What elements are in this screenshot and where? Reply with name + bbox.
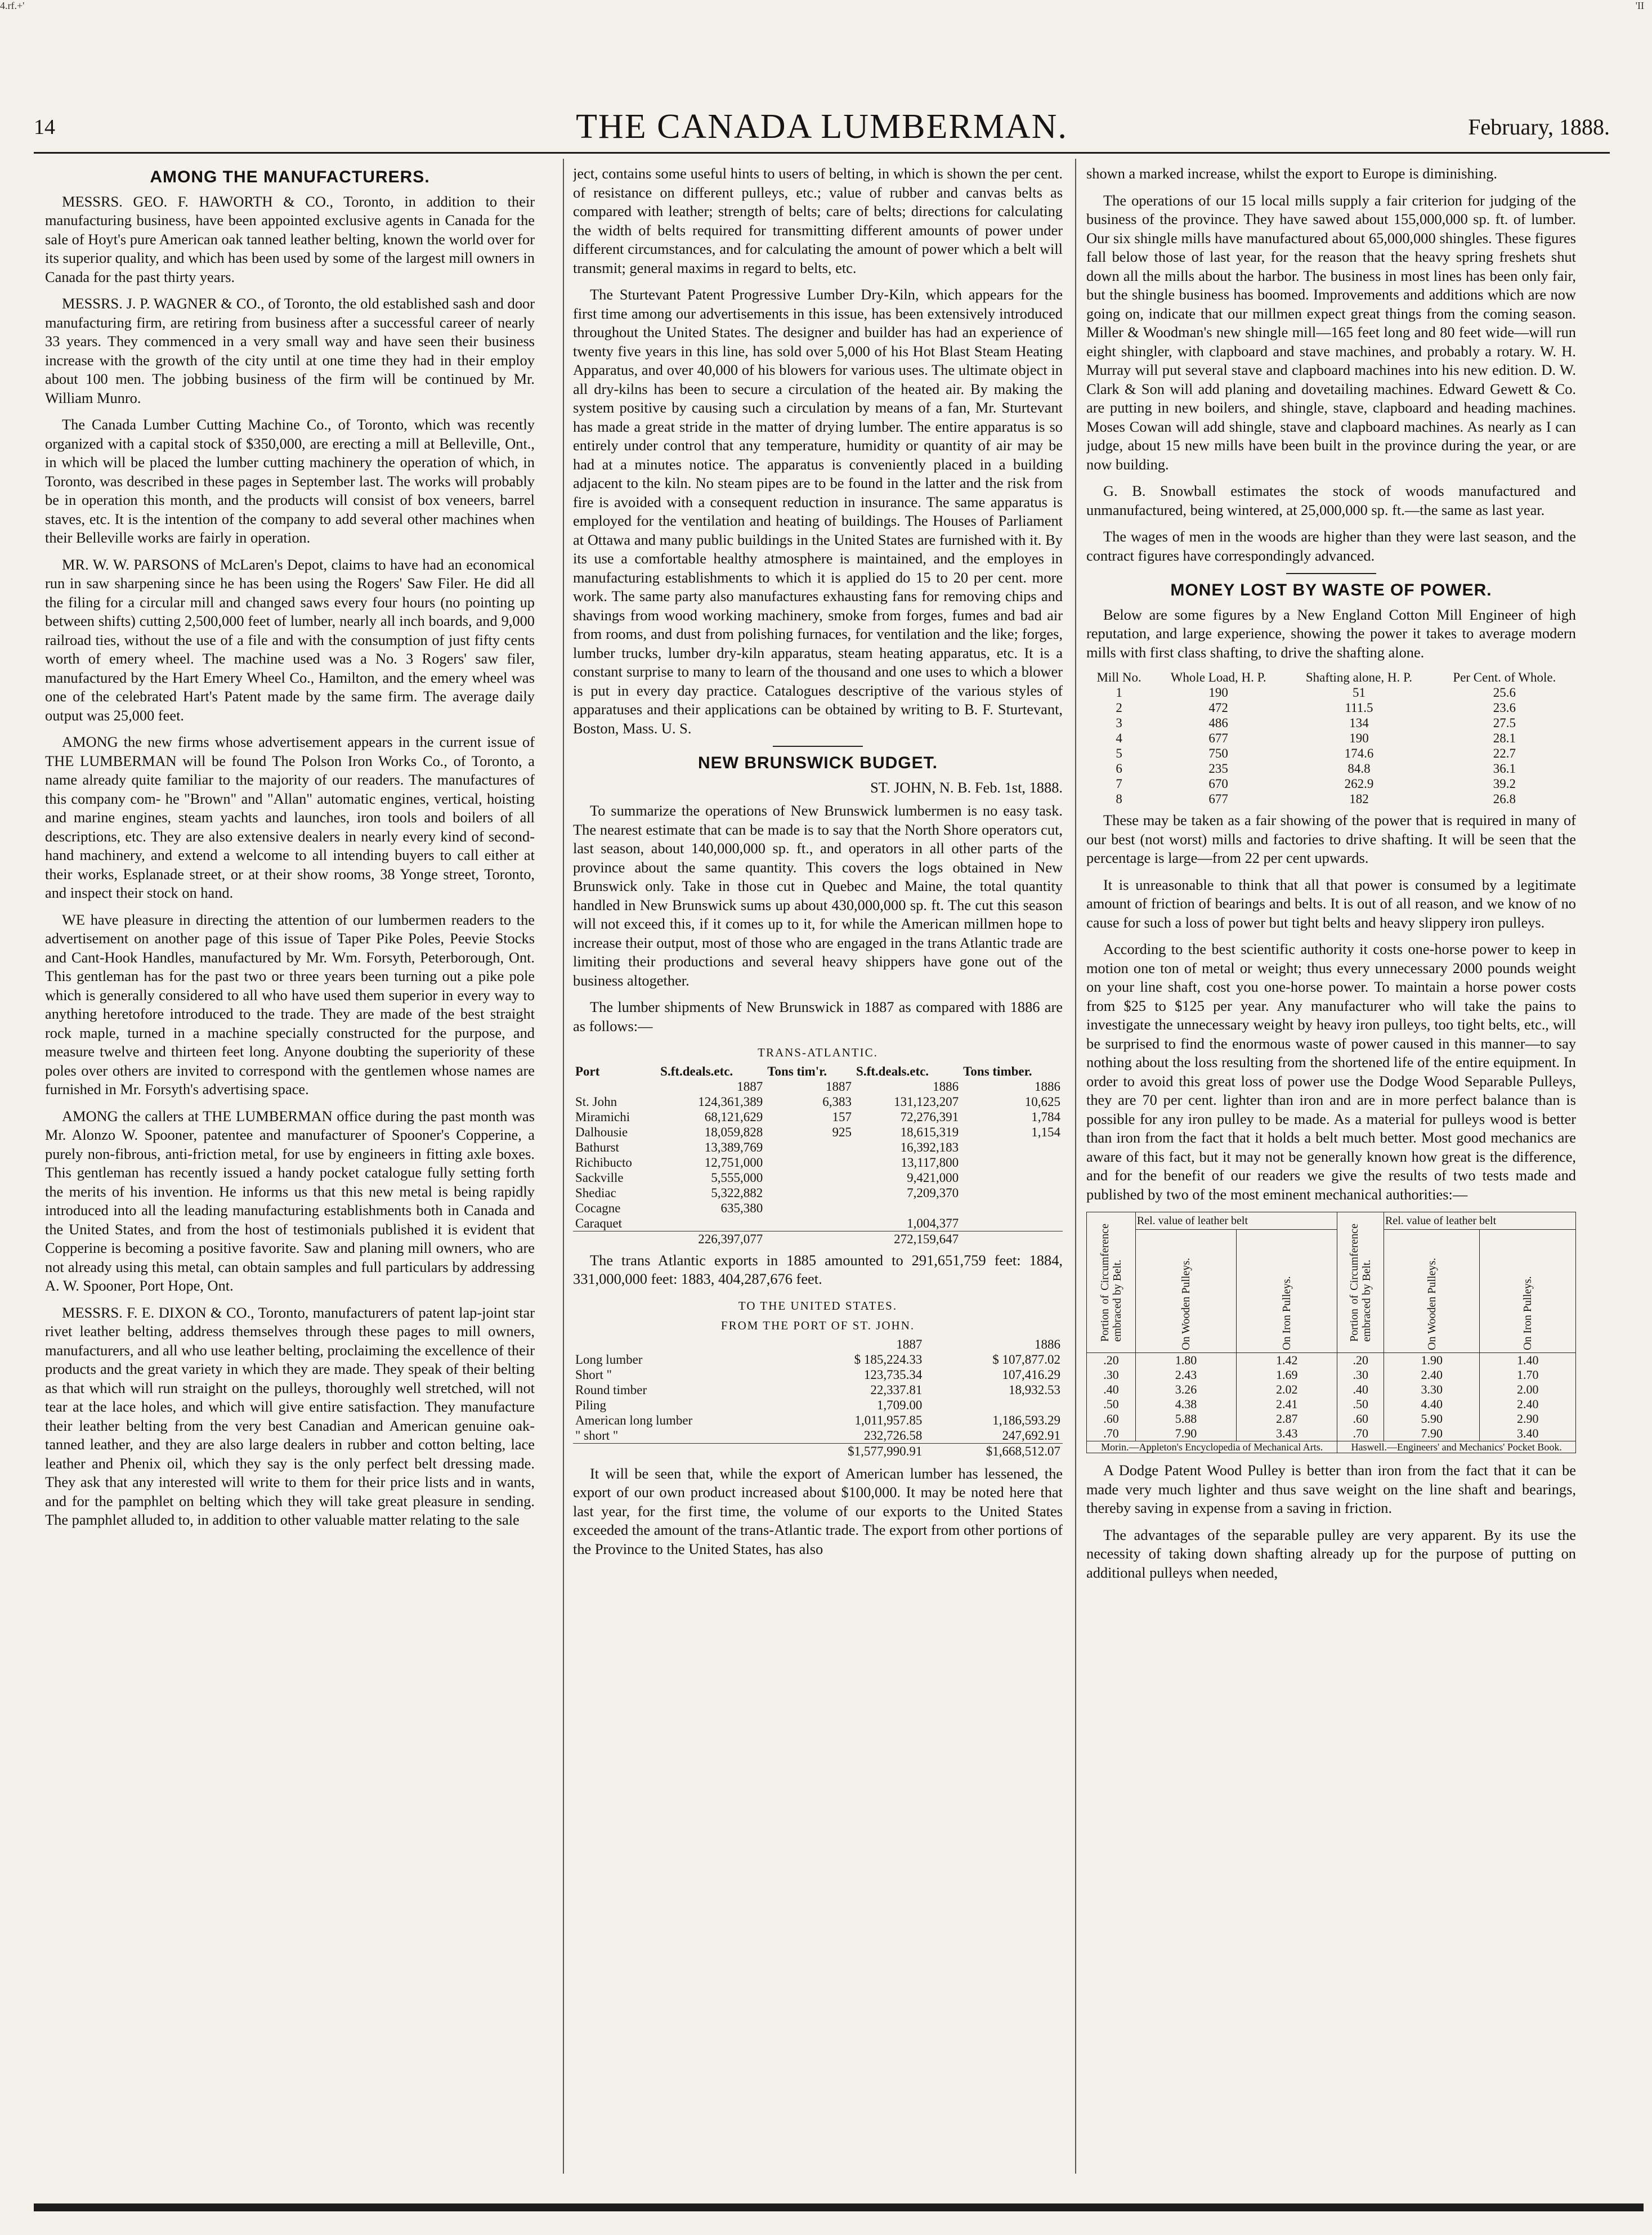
table-row: 1 190 51 25.6 (1116, 686, 1516, 700)
table-row: American long lumber 1,011,957.85 1,186,593.29 (575, 1413, 1060, 1427)
table-caption: FROM THE PORT OF ST. JOHN. (720, 1319, 915, 1332)
paragraph: The lumber shipments of New Brunswick in 1887 as compared with 1886 are as follows:— (573, 998, 1063, 1034)
power-table (1086, 670, 1576, 807)
paragraph: The operations of our 15 local mills supply a fair criterion for judging of the business of the province. They have sawed about 155,000,000 sp. ft. of lumber. Our six shingle mills have manufactured about 65,000,000 shingles. These figures fall below those of last year, for the reason that the heavy spring freshets shut down all the mills about the harbor. The business in most lines has been only fair, but the shingle business has boomed. Improvements and additions which are now going on, indicate that our millmen expect great things from the coming season. Miller & Woodman's new shingle mill—165 feet long and 80 feet wide—will run eight shingler, with clapboard and stave machines, and probably a rotary. W. H. Murray will put several stave and clapboard machines into his new edition. D. W. Clark & Son will add planing and dovetailing machines. Edward Gewett & Co. are putting in new boilers, and shingle, stave, clapboard and heading machines. Moses Cowan will add shingle, stave and clapboard machines. As nearly as I can judge, about 15 new mills have been built in the province during the year, or are now building. (1086, 191, 1576, 473)
table-row: Bathurst 13,389,769 16,392,183 (575, 1140, 959, 1154)
table-header: On Wooden Pulleys. (1384, 1230, 1480, 1353)
table-header: Rel. value of leather belt (1135, 1212, 1337, 1230)
table-row: 2 472 111.5 23.6 (1116, 701, 1516, 715)
table-caption: TO THE UNITED STATES. (738, 1298, 898, 1313)
table-row: Shediac 5,322,882 7,209,370 (575, 1185, 959, 1200)
table-row: .40 3.26 2.02 .40 3.30 2.00 (1087, 1382, 1576, 1397)
table-row: 4 677 190 28.1 (1116, 731, 1516, 745)
article-heading: AMONG THE MANUFACTURERS. (150, 168, 430, 186)
table-header: Portion of Circumference embraced by Belt. (1337, 1212, 1384, 1353)
paragraph: Below are some figures by a New England Cotton Mill Engineer of high reputation, and large experience, showing the power it takes to average modern mills with first class shafting, to drive the shafting alone. (1086, 606, 1576, 661)
paragraph: WE have pleasure in directing the attention of our lumbermen readers to the advertisement on another page of this issue of Taper Pike Poles, Peevie Stocks and Cant-Hook Handles, manufactured by Mr. Wm. Forsyth, Peterborough, Ont. This gentleman has for the past two or three years been turning out a pike pole which is generally considered to all who have used them superior in every way to anything heretofore introduced to the trade. They are made of the best straight rock maple, turned in a machine specially constructed for the purpose, and measure twelve and thirteen feet long. Anyone doubting the superiority of these poles over others are invited to correspond with the gentlemen whose names are furnished in Mr. Forsyth's advertising space. (45, 911, 535, 1098)
column-divider (563, 159, 564, 2174)
paragraph: The Canada Lumber Cutting Machine Co., of Toronto, which was recently organized with a capital stock of $350,000, are erecting a mill at Belleville, Ont., in which will be placed the lumber cutting machinery the operation of which, in Toronto, was described in these pages in September last. The works will probably be in operation this month, and the products will consist of box veneers, barrel staves, etc. It is the intention of the company to add several other machines when their Belleville works are fairly in operation. (45, 416, 535, 546)
paragraph: A Dodge Patent Wood Pulley is better than iron from the fact that it can be made very much lighter and thus save weight on the line shaft and bearings, thereby saving in expense from a saving in friction. (1086, 1462, 1576, 1516)
table-row: Cocagne 635,380 (575, 1201, 763, 1215)
table-row: 7 670 262.9 39.2 (1116, 777, 1516, 791)
table-year: 1887 (737, 1079, 763, 1094)
us-exports-table (573, 1337, 1063, 1459)
article-heading: MONEY LOST BY WASTE OF POWER. (1170, 581, 1492, 599)
table-header: Tons tim'r. (767, 1064, 827, 1078)
table-header: On Iron Pulleys. (1480, 1230, 1576, 1353)
table-row: Caraquet 1,004,377 (575, 1216, 959, 1230)
table-year: 1886 (1035, 1079, 1060, 1094)
table-row: Richibucto 12,751,000 13,117,800 (575, 1155, 959, 1170)
table-row: 5 750 174.6 22.7 (1116, 746, 1516, 760)
table-header: On Wooden Pulleys. (1135, 1230, 1236, 1353)
page-number: 14 (34, 115, 55, 139)
table-row: Sackville 5,555,000 9,421,000 (575, 1170, 959, 1185)
column-3 (1086, 164, 1576, 2168)
table-row: 8 677 182 26.8 (1116, 792, 1516, 806)
table-year: 1887 (826, 1079, 852, 1094)
masthead: THE CANADA LUMBERMAN. (576, 108, 1068, 146)
table-row: .60 5.88 2.87 .60 5.90 2.90 (1087, 1412, 1576, 1426)
paragraph: AMONG the callers at THE LUMBERMAN office during the past month was Mr. Alonzo W. Spooner, patentee and manufacturer of Spooner's Copperine, a purely non-fibrous, anti-friction metal, for use by engineers in fitting axle boxes. This gentleman has recently issued a handy pocket catalogue fully setting forth the merits of his invention. He informs us that this new metal is being rapidly introduced into all the leading manufacturing establishments both in Canada and the United States, and from the host of testimonials published it is evident that Copperine is becoming a positive favorite. Saw and planing mill owners, who are not already using this metal, can obtain samples and full particulars by addressing A. W. Spooner, Port Hope, Ont. (45, 1107, 535, 1294)
table-header: S.ft.deals.etc. (856, 1064, 929, 1078)
belt-value-table (1086, 1212, 1576, 1453)
table-header: On Iron Pulleys. (1237, 1230, 1337, 1353)
table-header: Shafting alone, H. P. (1305, 670, 1412, 684)
paragraph: The trans Atlantic exports in 1885 amounted to 291,651,759 feet: 1884, 331,000,000 feet: 1883, 404,287,676 feet. (573, 1251, 1063, 1287)
page-header (34, 107, 1610, 147)
table-total-row: $1,577,990.91 $1,668,512.07 (573, 1443, 1063, 1459)
paragraph: The wages of men in the woods are higher than they were last season, and the contract figures have correspondingly advanced. (1086, 528, 1576, 564)
table-row: Miramichi 68,121,629 157 72,276,391 1,784 (575, 1109, 1060, 1124)
dateline: ST. JOHN, N. B. Feb. 1st, 1888. (870, 778, 1063, 796)
paragraph: The Sturtevant Patent Progressive Lumber Dry-Kiln, which appears for the first time among our advertisements in this issue, has been extensively introduced throughout the United States. The designer and builder has had an experience of twenty five years in this line, has sold over 5,000 of his Hot Blast Steam Heating Apparatus, and over 40,000 of his blowers for various uses. The ultimate object in all dry-kilns has been to secure a circulation of the heated air. By making the system positive by causing such a circulation by means of a fan, Mr. Sturtevant has made a great stride in the matter of drying lumber. The entire apparatus is so entirely under control that any temperature, humidity or quantity of air may be had at a minutes notice. The apparatus is conveniently placed in a building adjacent to the kiln. No steam pipes are to be found in the latter and the risk from fire is avoided with a consequent reduction in insurance. The same apparatus is employed for the ventilation and heating of buildings. The Houses of Parliament at Ottawa and many public buildings in the United States are furnished with it. By its use a comfortable healthy atmosphere is maintained, and the employes in manufacturing establishments to which it is applied do 15 to 20 per cent. more work. The same party also manufactures exhausting fans for removing chips and shavings from wood working machinery, smoke from forges, fumes and bad air from rooms, and dust from polishing furnaces, for ventilation and the like; forges, lumber trucks, lumber dry-kiln apparatus, steam heating apparatus, etc. It is a constant surprise to many to learn of the thousand and one uses to which a blower is put in every day practice. Catalogues descriptive of the various styles of apparatuses and their applications can be obtained by writing to B. F. Sturtevant, Boston, Mass. U. S. (573, 286, 1063, 737)
table-total-row: 226,397,077 272,159,647 (573, 1231, 1063, 1247)
column-2 (573, 164, 1063, 2168)
table-year: 1886 (1035, 1337, 1060, 1351)
table-year: 1887 (896, 1337, 923, 1351)
table-row: 6 235 84.8 36.1 (1116, 762, 1516, 776)
table-row: .30 2.43 1.69 .30 2.40 1.70 (1087, 1368, 1576, 1382)
scan-mark-right: 'II (1635, 0, 1644, 11)
table-year (573, 1079, 658, 1094)
table-source: Morin.—Appleton's Encyclopedia of Mechanical Arts. (1087, 1441, 1337, 1453)
table-header: Whole Load, H. P. (1170, 670, 1266, 684)
table-row: Piling 1,709.00 (575, 1398, 923, 1412)
table-row: .70 7.90 3.43 .70 7.90 3.40 (1087, 1426, 1576, 1441)
table-year (573, 1337, 786, 1352)
table-header: Tons timber. (963, 1064, 1032, 1078)
section-separator (773, 746, 863, 747)
table-source: Haswell.—Engineers' and Mechanics' Pocket Book. (1337, 1441, 1576, 1453)
trans-atlantic-table (573, 1064, 1063, 1247)
section-separator (1286, 573, 1376, 574)
paragraph: ject, contains some useful hints to users of belting, in which is shown the per cent. of resistance on different pulleys, etc.; value of rubber and canvas belts as compared with leather; strength of belts; care of belts; directions for calculating the width of belts required for transmitting different amounts of power under different circumstances, and for calculating the amount of power which a belt will transmit; general maxims in regard to belts, etc. (573, 165, 1063, 276)
table-header: Port (575, 1064, 600, 1078)
paragraph: These may be taken as a fair showing of the power that is required in many of our best (not worst) mills and factories to drive shafting. It will be seen that the percentage is large—from 22 per cent upwards. (1086, 812, 1576, 866)
table-row: Long lumber $ 185,224.33 $ 107,877.02 (575, 1352, 1060, 1367)
paragraph: To summarize the operations of New Brunswick lumbermen is no easy task. The nearest estimate that can be made is to say that the North Shore operators cut, last season, about 140,000,000 sp. ft., and operators in all other parts of the province about the same quantity. This covers the logs obtained in New Brunswick only. Take in those cut in Quebec and Maine, the total quantity handled in New Brunswick sums up about 430,000,000 sp. ft. The cut this season will not exceed this, if it comes up to it, for while the American millmen hope to increase their output, most of those who are engaged in the trans Atlantic trade are limiting their productions and several heavy shippers have gone out of the business altogether. (573, 802, 1063, 989)
scan-mark-left: 4.rf.+' (0, 0, 25, 11)
table-header: Rel. value of leather belt (1384, 1212, 1576, 1230)
table-row: 3 486 134 27.5 (1116, 716, 1516, 730)
paragraph: It is unreasonable to think that all that power is consumed by a legitimate amount of friction of bearings and belts. It is out of all reason, and we know of no cause for such a loss of power but tight belts and heavy slippery iron pulleys. (1086, 876, 1576, 931)
table-header: Mill No. (1096, 670, 1141, 684)
page-bottom-border (34, 2203, 1644, 2211)
article-heading: NEW BRUNSWICK BUDGET. (698, 754, 938, 772)
paragraph: AMONG the new firms whose advertisement appears in the current issue of THE LUMBERMAN will be found The Polson Iron Works Co., of Toronto, a name already quite familiar to the majority of our readers. The manufactures of this company com- he "Brown" and "Allan" automatic engines, vertical, hoisting and marine engines, steam yachts and launches, iron tools and boilers of all descriptions, etc. They are also extensive dealers in nearly every kind of second-hand machinery, and extend a welcome to all intending buyers to call either at their works, Esplanade street, or at their show rooms, 38 Yonge street, Toronto, and inspect their stock on hand. (45, 733, 535, 901)
header-rule (34, 152, 1610, 154)
table-header: Per Cent. of Whole. (1453, 670, 1556, 684)
column-1 (45, 164, 535, 2168)
table-row: " short " 232,726.58 247,692.91 (575, 1428, 1060, 1443)
issue-date: February, 1888. (1468, 114, 1610, 140)
paragraph: MESSRS. GEO. F. HAWORTH & CO., Toronto, in addition to their manufacturing business, have been appointed exclusive agents in Canada for the sale of Hoyt's pure American oak tanned leather belting, known the world over for its superior quality, and which has been used by some of the largest mill owners in Canada for the past thirty years. (45, 192, 535, 285)
table-row: .20 1.80 1.42 .20 1.90 1.40 (1087, 1353, 1576, 1368)
paragraph: According to the best scientific authority it costs one-horse power to keep in motion one ton of metal or weight; thus every unnecessary 2000 pounds weight on your line shaft, cost you one-horse power. To maintain a horse power costs from $25 to $125 per year. Any manufacturer who will take the pains to investigate the unnecessary weight by heavy iron pulleys, too tight belts, etc., will be surprised to find the enormous waste of power caused in this manner—to say nothing about the loss resulting from the shortened life of the entire equipment. In order to avoid this great loss of power use the Dodge Wood Separable Pulleys, they are 70 per cent. lighter than iron and are in more perfect balance than is possible for any iron pulley to be made. As a material for pulleys wood is better than iron from the fact that it holds a belt much better. Most good mechanics are aware of this fact, but it may not be generally known how great is the difference, and for the benefit of our readers we give the results of two tests made and published by two of the most eminent mechanical authorities:— (1086, 940, 1576, 1203)
paragraph: MESSRS. F. E. DIXON & CO., Toronto, manufacturers of patent lap-joint star rivet leather belting, address themselves through these pages to mill owners, manufacturers, and all who use leather belting, proclaiming the excellence of their products and the great variety in which they are made. They speak of their belting as that which will run straight on the pulleys, thoroughly well stretched, will not tear at the lace holes, and which will give entire satisfaction. They manufacture their leather belting from the very best Canadian and American genuine oak-tanned leather, and they are also large dealers in rubber and cotton belting, lace leather and Phenix oil, which they say is the only perfect belt dressing made. They ask that any interested will write to them for their price lists and in wants, and for the pamphlet on belting which they will take great pleasure in sending. The pamphlet alluded to, in addition to other valuable matter relating to the sale (45, 1304, 535, 1528)
table-caption: TRANS-ATLANTIC. (758, 1046, 878, 1059)
table-row: St. John 124,361,389 6,383 131,123,207 10,625 (575, 1094, 1060, 1109)
paragraph: G. B. Snowball estimates the stock of woods manufactured and unmanufactured, being wintered, at 25,000,000 sp. ft.—the same as last year. (1086, 482, 1576, 518)
paragraph: MESSRS. J. P. WAGNER & CO., of Toronto, the old established sash and door manufacturing firm, are retiring from business after a successful career of nearly 33 years. They commenced in a very small way and have seen their business increase with the growth of the city until at one time they had in their employ about 100 men. The jobbing business of the firm will be continued by Mr. William Munro. (45, 295, 535, 406)
table-row: Short " 123,735.34 107,416.29 (575, 1367, 1060, 1382)
table-year: 1886 (933, 1079, 959, 1094)
paragraph: MR. W. W. PARSONS of McLaren's Depot, claims to have had an economical run in saw sharpening since he has been using the Rogers' Saw Filer. He did all the filing for a circular mill and changed saws every four hours (no pointing up between shifts) cutting 2,500,000 feet of lumber, nearly all inch boards, and 9,000 railroad ties, without the use of a file and with the consumption of just fifty cents worth of emery wheel. The machine used was a No. 3 Rogers' saw filer, manufactured by the Hart Emery Wheel Co., Hamilton, and the emery wheel was one of the celebrated Hart's Patent made by the same firm. The average daily output was 25,000 feet. (45, 556, 535, 724)
table-row: Dalhousie 18,059,828 925 18,615,319 1,154 (575, 1125, 1060, 1139)
table-row: .50 4.38 2.41 .50 4.40 2.40 (1087, 1397, 1576, 1412)
column-divider (1075, 159, 1076, 2174)
table-row: Round timber 22,337.81 18,932.53 (575, 1382, 1060, 1397)
table-header: Portion of Circumference embraced by Belt. (1087, 1212, 1136, 1353)
paragraph: shown a marked increase, whilst the export to Europe is diminishing. (1086, 165, 1497, 182)
paragraph: It will be seen that, while the export of American lumber has lessened, the export of our own product increased about $100,000. It may be noted here that last year, for the first time, the volume of our exports to the United States exceeded the amount of the trans-Atlantic trade. The export from other portions of the Province to the United States, has also (573, 1464, 1063, 1557)
table-header: S.ft.deals.etc. (660, 1064, 733, 1078)
paragraph: The advantages of the separable pulley are very apparent. By its use the necessity of taking down shafting already up for the purpose of putting on additional pulleys when needed, (1086, 1526, 1576, 1581)
